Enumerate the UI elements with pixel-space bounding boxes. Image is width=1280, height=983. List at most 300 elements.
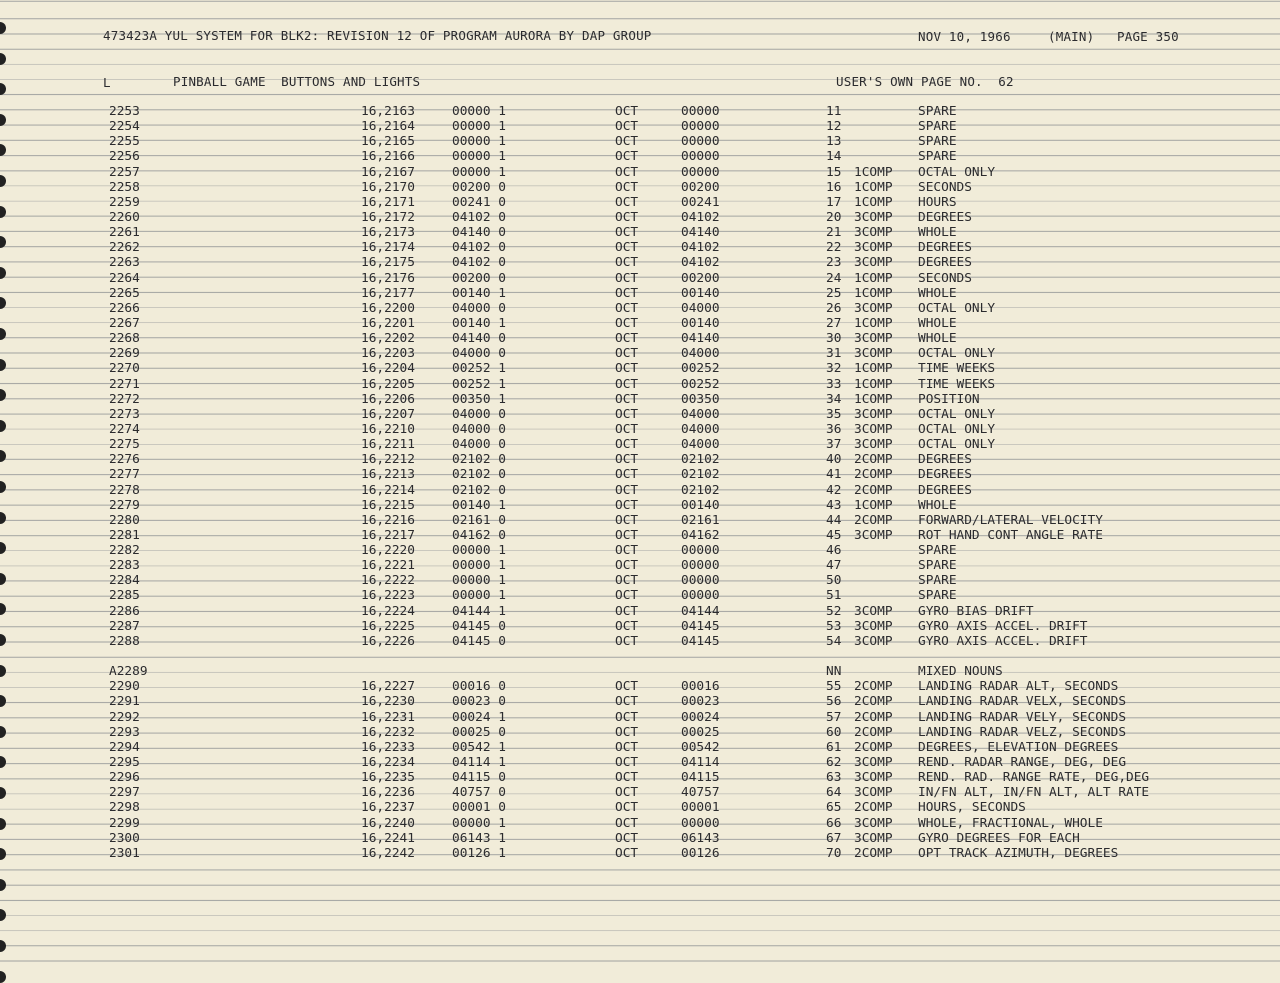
cell-addr: 16,2205 xyxy=(361,376,415,392)
cell-op: OCT xyxy=(615,497,639,513)
cell-word: 00200 0 xyxy=(452,179,506,195)
cell-num: 47 xyxy=(826,558,842,574)
cell-comp: 2COMP xyxy=(854,482,893,498)
cell-desc: WHOLE xyxy=(918,331,957,347)
cell-desc: DEGREES, ELEVATION DEGREES xyxy=(918,739,1119,755)
cell-num: 70 xyxy=(826,845,842,861)
cell-line: 2274 xyxy=(109,421,140,437)
table-row xyxy=(0,377,1280,392)
cell-line: 2296 xyxy=(109,770,140,786)
cell-addr: 16,2212 xyxy=(361,452,415,468)
cell-desc: OCTAL ONLY xyxy=(918,346,996,362)
cell-line: 2291 xyxy=(109,694,140,710)
cell-comp: 1COMP xyxy=(854,285,893,301)
table-row xyxy=(0,619,1280,634)
cell-oct: 00140 xyxy=(681,497,720,513)
table-row xyxy=(0,816,1280,831)
cell-line: A2289 xyxy=(109,664,148,680)
cell-num: 52 xyxy=(826,603,842,619)
cell-desc: GYRO AXIS ACCEL. DRIFT xyxy=(918,633,1088,649)
cell-word: 00023 0 xyxy=(452,694,506,710)
cell-word: 04144 1 xyxy=(452,603,506,619)
cell-desc: WHOLE, FRACTIONAL, WHOLE xyxy=(918,815,1103,831)
cell-addr: 16,2206 xyxy=(361,391,415,407)
table-row xyxy=(0,422,1280,437)
cell-word: 04000 0 xyxy=(452,437,506,453)
cell-addr: 16,2230 xyxy=(361,694,415,710)
cell-op: OCT xyxy=(615,391,639,407)
cell-word: 02161 0 xyxy=(452,512,506,528)
cell-word: 00016 0 xyxy=(452,679,506,695)
cell-desc: SPARE xyxy=(918,588,957,604)
cell-line: 2282 xyxy=(109,543,140,559)
cell-oct: 04000 xyxy=(681,437,720,453)
cell-line: 2273 xyxy=(109,406,140,422)
cell-oct: 00140 xyxy=(681,315,720,331)
table-row xyxy=(0,634,1280,649)
cell-line: 2264 xyxy=(109,270,140,286)
cell-comp: 2COMP xyxy=(854,694,893,710)
cell-desc: DEGREES xyxy=(918,452,972,468)
cell-op: OCT xyxy=(615,830,639,846)
cell-num: 67 xyxy=(826,830,842,846)
table-row xyxy=(0,149,1280,164)
cell-num: 51 xyxy=(826,588,842,604)
cell-num: 55 xyxy=(826,679,842,695)
table-row xyxy=(0,664,1280,679)
cell-op: OCT xyxy=(615,815,639,831)
cell-comp: 1COMP xyxy=(854,391,893,407)
cell-num: 41 xyxy=(826,467,842,483)
cell-num: 63 xyxy=(826,770,842,786)
table-row xyxy=(0,588,1280,603)
cell-oct: 02102 xyxy=(681,452,720,468)
cell-comp: 2COMP xyxy=(854,709,893,725)
cell-comp: 3COMP xyxy=(854,618,893,634)
cell-addr: 16,2233 xyxy=(361,739,415,755)
table-row xyxy=(0,755,1280,770)
cell-oct: 04115 xyxy=(681,770,720,786)
cell-comp: 2COMP xyxy=(854,512,893,528)
cell-oct: 00000 xyxy=(681,558,720,574)
cell-line: 2259 xyxy=(109,194,140,210)
cell-op: OCT xyxy=(615,179,639,195)
cell-addr: 16,2173 xyxy=(361,225,415,241)
cell-num: 53 xyxy=(826,618,842,634)
cell-desc: OCTAL ONLY xyxy=(918,406,996,422)
cell-desc: SPARE xyxy=(918,104,957,119)
cell-op: OCT xyxy=(615,467,639,483)
cell-num: 12 xyxy=(826,119,842,135)
cell-num: 54 xyxy=(826,633,842,649)
table-row xyxy=(0,528,1280,543)
cell-op: OCT xyxy=(615,482,639,498)
cell-addr: 16,2227 xyxy=(361,679,415,695)
cell-desc: OPT TRACK AZIMUTH, DEGREES xyxy=(918,845,1119,861)
cell-op: OCT xyxy=(615,225,639,241)
cell-line: 2290 xyxy=(109,679,140,695)
cell-comp: 2COMP xyxy=(854,724,893,740)
cell-desc: SPARE xyxy=(918,134,957,150)
cell-desc: IN/FN ALT, IN/FN ALT, ALT RATE xyxy=(918,785,1150,801)
cell-num: 16 xyxy=(826,179,842,195)
cell-word: 02102 0 xyxy=(452,467,506,483)
cell-addr: 16,2166 xyxy=(361,149,415,165)
cell-op: OCT xyxy=(615,755,639,771)
cell-word: 00000 1 xyxy=(452,588,506,604)
cell-oct: 00000 xyxy=(681,573,720,589)
cell-comp: 3COMP xyxy=(854,346,893,362)
cell-addr: 16,2231 xyxy=(361,709,415,725)
cell-addr: 16,2237 xyxy=(361,800,415,816)
cell-num: 62 xyxy=(826,755,842,771)
cell-comp: 3COMP xyxy=(854,830,893,846)
cell-line: 2281 xyxy=(109,527,140,543)
cell-op: OCT xyxy=(615,346,639,362)
cell-op: OCT xyxy=(615,406,639,422)
cell-oct: 04140 xyxy=(681,331,720,347)
cell-comp: 3COMP xyxy=(854,815,893,831)
cell-num: 36 xyxy=(826,421,842,437)
cell-desc: DEGREES xyxy=(918,240,972,256)
cell-word: 00000 1 xyxy=(452,119,506,135)
cell-comp: 1COMP xyxy=(854,315,893,331)
cell-desc: OCTAL ONLY xyxy=(918,437,996,453)
cell-desc: HOURS xyxy=(918,194,957,210)
cell-word: 04102 0 xyxy=(452,240,506,256)
table-row xyxy=(0,210,1280,225)
cell-line: 2265 xyxy=(109,285,140,301)
cell-op: OCT xyxy=(615,331,639,347)
cell-oct: 00000 xyxy=(681,149,720,165)
cell-oct: 00350 xyxy=(681,391,720,407)
cell-comp: 3COMP xyxy=(854,331,893,347)
table-row xyxy=(0,134,1280,149)
cell-desc: WHOLE xyxy=(918,315,957,331)
cell-desc: TIME WEEKS xyxy=(918,376,996,392)
cell-addr: 16,2172 xyxy=(361,209,415,225)
cell-comp: 3COMP xyxy=(854,527,893,543)
cell-desc: OCTAL ONLY xyxy=(918,421,996,437)
cell-desc: SPARE xyxy=(918,543,957,559)
cell-word: 04000 0 xyxy=(452,421,506,437)
cell-oct: 00140 xyxy=(681,285,720,301)
table-row xyxy=(0,483,1280,498)
cell-word: 04115 0 xyxy=(452,770,506,786)
cell-line: 2276 xyxy=(109,452,140,468)
cell-num: 40 xyxy=(826,452,842,468)
cell-word: 04114 1 xyxy=(452,755,506,771)
cell-op: OCT xyxy=(615,285,639,301)
cell-oct: 02102 xyxy=(681,467,720,483)
cell-oct: 04102 xyxy=(681,240,720,256)
cell-op: OCT xyxy=(615,694,639,710)
cell-oct: 00542 xyxy=(681,739,720,755)
cell-desc: POSITION xyxy=(918,391,980,407)
table-row xyxy=(0,770,1280,785)
cell-op: OCT xyxy=(615,209,639,225)
table-row xyxy=(0,558,1280,573)
header-page: PAGE 350 xyxy=(1117,29,1179,44)
cell-num: 60 xyxy=(826,724,842,740)
cell-addr: 16,2176 xyxy=(361,270,415,286)
cell-addr: 16,2236 xyxy=(361,785,415,801)
cell-word: 04102 0 xyxy=(452,209,506,225)
cell-addr: 16,2174 xyxy=(361,240,415,256)
cell-line: 2255 xyxy=(109,134,140,150)
cell-comp: 1COMP xyxy=(854,497,893,513)
cell-num: 21 xyxy=(826,225,842,241)
cell-num: 27 xyxy=(826,315,842,331)
cell-num: 31 xyxy=(826,346,842,362)
cell-desc: DEGREES xyxy=(918,209,972,225)
cell-word: 06143 1 xyxy=(452,830,506,846)
cell-oct: 04114 xyxy=(681,755,720,771)
cell-num: 25 xyxy=(826,285,842,301)
cell-oct: 06143 xyxy=(681,830,720,846)
cell-line: 2263 xyxy=(109,255,140,271)
cell-num: 56 xyxy=(826,694,842,710)
cell-comp: 3COMP xyxy=(854,225,893,241)
cell-oct: 00023 xyxy=(681,694,720,710)
table-row xyxy=(0,649,1280,664)
cell-line: 2284 xyxy=(109,573,140,589)
cell-oct: 00000 xyxy=(681,815,720,831)
cell-oct: 04144 xyxy=(681,603,720,619)
cell-desc: MIXED NOUNS xyxy=(918,664,1003,680)
cell-num: 64 xyxy=(826,785,842,801)
cell-addr: 16,2234 xyxy=(361,755,415,771)
cell-addr: 16,2167 xyxy=(361,164,415,180)
table-row xyxy=(0,195,1280,210)
cell-oct: 00025 xyxy=(681,724,720,740)
table-row xyxy=(0,255,1280,270)
cell-op: OCT xyxy=(615,361,639,377)
cell-num: 66 xyxy=(826,815,842,831)
cell-op: OCT xyxy=(615,800,639,816)
cell-num: 23 xyxy=(826,255,842,271)
header-system: 473423A YUL SYSTEM FOR BLK2: REVISION 12 OF PROGRAM AURORA BY DAP GROUP xyxy=(103,28,652,43)
cell-word: 00252 1 xyxy=(452,361,506,377)
cell-op: OCT xyxy=(615,270,639,286)
cell-word: 00000 1 xyxy=(452,558,506,574)
subheader-title: PINBALL GAME BUTTONS AND LIGHTS xyxy=(173,74,421,89)
cell-line: 2286 xyxy=(109,603,140,619)
cell-addr: 16,2175 xyxy=(361,255,415,271)
cell-comp: 1COMP xyxy=(854,194,893,210)
cell-num: 35 xyxy=(826,406,842,422)
cell-comp: 3COMP xyxy=(854,421,893,437)
cell-oct: 00000 xyxy=(681,134,720,150)
cell-op: OCT xyxy=(615,149,639,165)
cell-word: 00000 1 xyxy=(452,543,506,559)
cell-oct: 04000 xyxy=(681,406,720,422)
cell-op: OCT xyxy=(615,134,639,150)
cell-desc: WHOLE xyxy=(918,285,957,301)
cell-addr: 16,2232 xyxy=(361,724,415,740)
cell-comp: 3COMP xyxy=(854,300,893,316)
cell-addr: 16,2163 xyxy=(361,104,415,119)
cell-comp: 3COMP xyxy=(854,240,893,256)
table-row xyxy=(0,498,1280,513)
cell-addr: 16,2213 xyxy=(361,467,415,483)
cell-line: 2287 xyxy=(109,618,140,634)
table-row xyxy=(0,452,1280,467)
cell-num: 44 xyxy=(826,512,842,528)
cell-comp: 1COMP xyxy=(854,164,893,180)
cell-oct: 00241 xyxy=(681,194,720,210)
cell-op: OCT xyxy=(615,588,639,604)
cell-oct: 04145 xyxy=(681,618,720,634)
cell-comp: 3COMP xyxy=(854,785,893,801)
cell-line: 2294 xyxy=(109,739,140,755)
cell-word: 00000 1 xyxy=(452,104,506,119)
table-row xyxy=(0,346,1280,361)
cell-num: 34 xyxy=(826,391,842,407)
cell-addr: 16,2241 xyxy=(361,830,415,846)
perforation-hole xyxy=(0,53,6,65)
cell-oct: 00000 xyxy=(681,104,720,119)
cell-word: 00000 1 xyxy=(452,149,506,165)
cell-line: 2275 xyxy=(109,437,140,453)
table-row xyxy=(0,740,1280,755)
cell-op: OCT xyxy=(615,724,639,740)
cell-comp: 3COMP xyxy=(854,437,893,453)
cell-comp: 2COMP xyxy=(854,739,893,755)
cell-word: 00140 1 xyxy=(452,497,506,513)
cell-word: 04140 0 xyxy=(452,331,506,347)
cell-line: 2295 xyxy=(109,755,140,771)
cell-oct: 02102 xyxy=(681,482,720,498)
header-date: NOV 10, 1966 xyxy=(918,29,1011,44)
cell-num: 30 xyxy=(826,331,842,347)
cell-comp: 3COMP xyxy=(854,770,893,786)
cell-desc: REND. RAD. RANGE RATE, DEG,DEG xyxy=(918,770,1150,786)
cell-num: 15 xyxy=(826,164,842,180)
cell-oct: 04000 xyxy=(681,346,720,362)
cell-desc: SPARE xyxy=(918,573,957,589)
cell-oct: 02161 xyxy=(681,512,720,528)
cell-word: 00025 0 xyxy=(452,724,506,740)
cell-desc: ROT HAND CONT ANGLE RATE xyxy=(918,527,1103,543)
cell-num: 17 xyxy=(826,194,842,210)
cell-word: 04000 0 xyxy=(452,346,506,362)
table-row xyxy=(0,180,1280,195)
cell-comp: 3COMP xyxy=(854,406,893,422)
cell-line: 2272 xyxy=(109,391,140,407)
cell-oct: 00016 xyxy=(681,679,720,695)
cell-op: OCT xyxy=(615,558,639,574)
cell-desc: LANDING RADAR VELZ, SECONDS xyxy=(918,724,1127,740)
cell-op: OCT xyxy=(615,543,639,559)
cell-op: OCT xyxy=(615,573,639,589)
cell-line: 2266 xyxy=(109,300,140,316)
cell-addr: 16,2222 xyxy=(361,573,415,589)
cell-comp: 3COMP xyxy=(854,633,893,649)
cell-word: 04145 0 xyxy=(452,633,506,649)
cell-line: 2301 xyxy=(109,845,140,861)
cell-addr: 16,2165 xyxy=(361,134,415,150)
cell-op: OCT xyxy=(615,603,639,619)
cell-word: 00000 1 xyxy=(452,573,506,589)
cell-op: OCT xyxy=(615,376,639,392)
table-row xyxy=(0,165,1280,180)
cell-num: 61 xyxy=(826,739,842,755)
cell-oct: 00126 xyxy=(681,845,720,861)
cell-desc: GYRO AXIS ACCEL. DRIFT xyxy=(918,618,1088,634)
table-row xyxy=(0,710,1280,725)
cell-oct: 04000 xyxy=(681,300,720,316)
cell-desc: OCTAL ONLY xyxy=(918,164,996,180)
cell-comp: 1COMP xyxy=(854,270,893,286)
cell-num: 24 xyxy=(826,270,842,286)
table-row xyxy=(0,301,1280,316)
cell-desc: LANDING RADAR VELX, SECONDS xyxy=(918,694,1127,710)
cell-oct: 00252 xyxy=(681,376,720,392)
cell-line: 2269 xyxy=(109,346,140,362)
cell-num: 13 xyxy=(826,134,842,150)
cell-oct: 04000 xyxy=(681,421,720,437)
cell-comp: 1COMP xyxy=(854,361,893,377)
cell-addr: 16,2221 xyxy=(361,558,415,574)
table-row xyxy=(0,785,1280,800)
cell-op: OCT xyxy=(615,421,639,437)
table-row xyxy=(0,846,1280,861)
cell-op: OCT xyxy=(615,527,639,543)
cell-comp: 2COMP xyxy=(854,467,893,483)
table-row xyxy=(0,573,1280,588)
cell-line: 2285 xyxy=(109,588,140,604)
cell-addr: 16,2202 xyxy=(361,331,415,347)
cell-word: 00024 1 xyxy=(452,709,506,725)
perforation-hole xyxy=(0,83,6,95)
cell-addr: 16,2201 xyxy=(361,315,415,331)
cell-addr: 16,2211 xyxy=(361,437,415,453)
cell-addr: 16,2242 xyxy=(361,845,415,861)
cell-addr: 16,2226 xyxy=(361,633,415,649)
cell-line: 2297 xyxy=(109,785,140,801)
cell-desc: HOURS, SECONDS xyxy=(918,800,1026,816)
cell-word: 00001 0 xyxy=(452,800,506,816)
table-row xyxy=(0,271,1280,286)
cell-word: 00252 1 xyxy=(452,376,506,392)
cell-addr: 16,2235 xyxy=(361,770,415,786)
cell-desc: DEGREES xyxy=(918,482,972,498)
cell-num: 11 xyxy=(826,104,842,119)
cell-num: 37 xyxy=(826,437,842,453)
cell-comp: 2COMP xyxy=(854,679,893,695)
cell-num: 26 xyxy=(826,300,842,316)
header-mode: (MAIN) xyxy=(1048,29,1095,44)
cell-oct: 00000 xyxy=(681,543,720,559)
cell-op: OCT xyxy=(615,240,639,256)
cell-num: 20 xyxy=(826,209,842,225)
cell-oct: 04162 xyxy=(681,527,720,543)
cell-desc: TIME WEEKS xyxy=(918,361,996,377)
table-row xyxy=(0,694,1280,709)
cell-addr: 16,2177 xyxy=(361,285,415,301)
table-row xyxy=(0,513,1280,528)
cell-addr: 16,2170 xyxy=(361,179,415,195)
cell-line: 2299 xyxy=(109,815,140,831)
cell-addr: 16,2214 xyxy=(361,482,415,498)
cell-comp: 1COMP xyxy=(854,179,893,195)
cell-num: 46 xyxy=(826,543,842,559)
cell-oct: 00200 xyxy=(681,179,720,195)
cell-desc: GYRO BIAS DRIFT xyxy=(918,603,1034,619)
cell-word: 00200 0 xyxy=(452,270,506,286)
cell-word: 00000 1 xyxy=(452,164,506,180)
